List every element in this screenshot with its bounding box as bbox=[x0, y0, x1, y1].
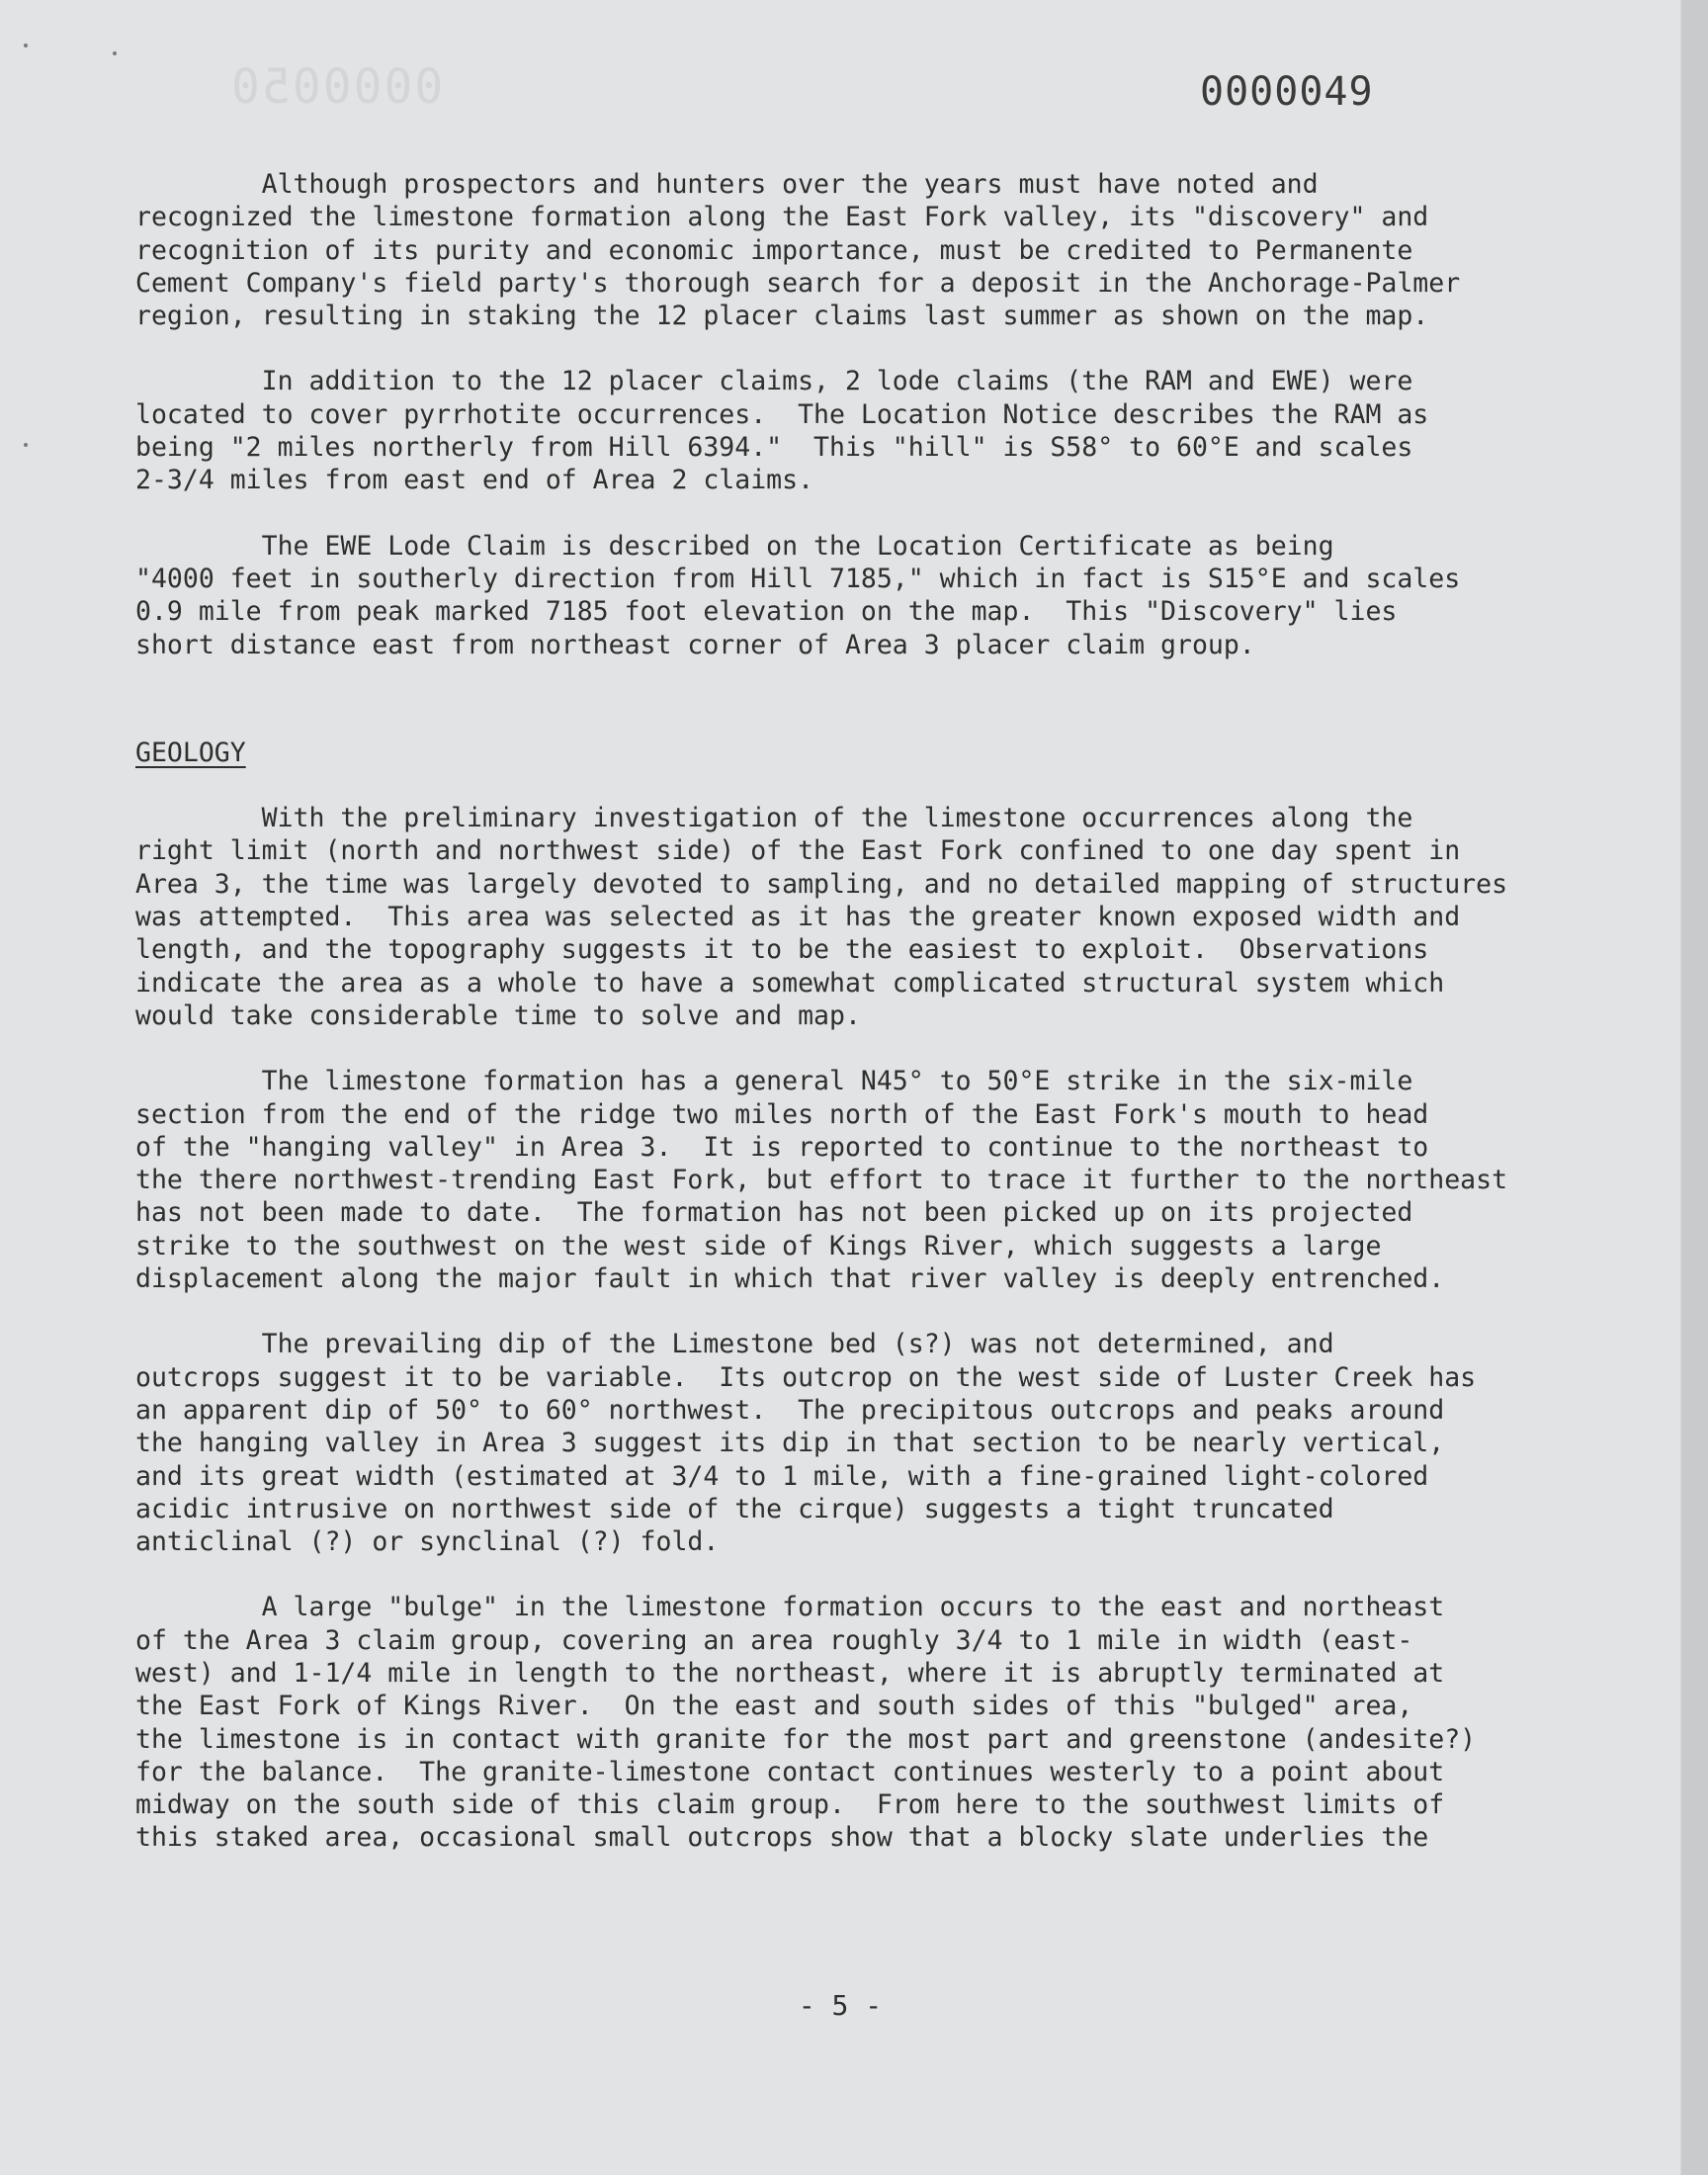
paragraph-strike: The limestone formation has a general N45° to 50°E strike in the six-mile section from the end of the ridge two miles north of the East Fork's mouth to head of the "hanging valley" in Area 3. It is reported to continue to the northeast to the there northwest-trending East Fork, but effort to trace it further to the northeast has not been made to date. The formation has not been picked up on its projected strike to the southwest on the west side of Kings River, which suggests a large displacement along the major fault in which that river valley is deeply entrenched. bbox=[135, 1066, 1508, 1295]
paragraph-ewe-claim: The EWE Lode Claim is described on the Location Certificate as being "4000 feet in southerly direction from Hill 7185," which in fact is S15°E and scales 0.9 mile from peak marked 7185 foot elevation on the map. This "Discovery" lies short distance east from northeast corner of Area 3 placer claim group. bbox=[135, 530, 1461, 660]
section-heading-geology: GEOLOGY bbox=[135, 737, 246, 768]
paragraph-dip: The prevailing dip of the Limestone bed (s?) was not determined, and outcrops suggest it to be variable. Its outcrop on the west side of Luster Creek has an apparent dip of 50° to 60° northwest. The precipitous outcrops and peaks around the hanging valley in Area 3 suggest its dip in that section to be nearly vertical, and its great width (estimated at 3/4 to 1 mile, with a fine-grained light-colored acidic intrusive on northwest side of the cirque) suggests a tight truncated anticlinal (?) or synclinal (?) fold. bbox=[135, 1329, 1477, 1558]
scan-speck bbox=[24, 44, 28, 47]
bleed-through-document-number: 0000050 bbox=[229, 59, 444, 115]
body-text bbox=[135, 168, 1579, 1887]
scan-speck bbox=[113, 51, 117, 55]
paragraph-bulge: A large "bulge" in the limestone formation occurs to the east and northeast of the Area 3 claim group, covering an area roughly 3/4 to 1 mile in width (east- west) and 1-1/4 mile in length to the northeast, where it is abruptly terminated at the East Fork of Kings River. On the east and south sides of this "bulged" area, the limestone is in contact with granite for the most part and greenstone (andesite?) for the balance. The granite-limestone contact continues westerly to a point about midway on the south side of this claim group. From here to the southwest limits of this staked area, occasional small outcrops show that a blocky slate underlies the bbox=[135, 1592, 1477, 1854]
document-number: 0000049 bbox=[1200, 69, 1374, 115]
paragraph-lode-claims: In addition to the 12 placer claims, 2 lode claims (the RAM and EWE) were located to cover pyrrhotite occurrences. The Location Notice describes the RAM as being "2 miles northerly from Hill 6394." This "hill" is S58° to 60°E and scales 2-3/4 miles from east end of Area 2 claims. bbox=[135, 366, 1429, 496]
scan-speck bbox=[24, 443, 28, 447]
paragraph-discovery: Although prospectors and hunters over the years must have noted and recognized the limestone formation along the East Fork valley, its "discovery" and recognition of its purity and economic importance, must be credited to Permanente Cement Company's field party's thorough search for a deposit in the Anchorage-Palmer region, resulting in staking the 12 placer claims last summer as shown on the map. bbox=[135, 169, 1461, 332]
paragraph-preliminary-investigation: With the preliminary investigation of the limestone occurrences along the right limit (north and northwest side) of the East Fork confined to one day spent in Area 3, the time was largely devoted to sampling, and no detailed mapping of structures was attempted. This area was selected as it has the greater known exposed width and length, and the topography suggests it to be the easiest to exploit. Observations indicate the area as a whole to have a somewhat complicated structural system which would take considerable time to solve and map. bbox=[135, 803, 1508, 1031]
page-number: - 5 - bbox=[798, 1989, 883, 2022]
